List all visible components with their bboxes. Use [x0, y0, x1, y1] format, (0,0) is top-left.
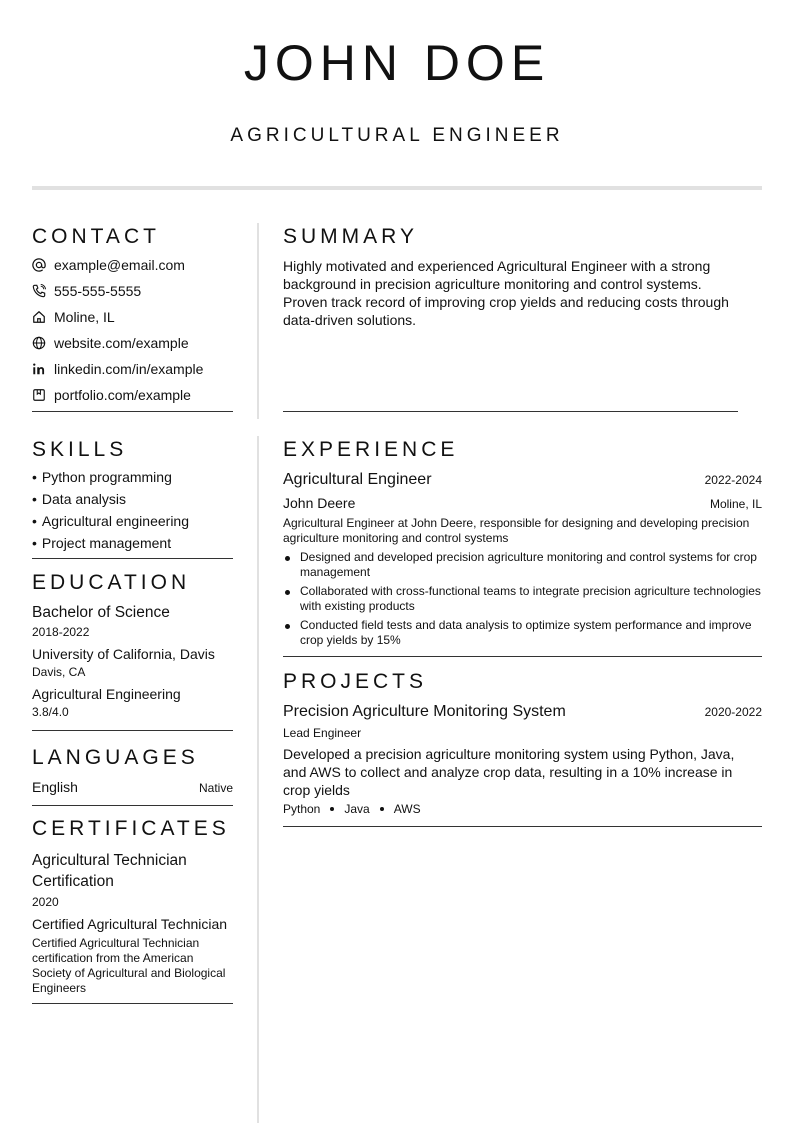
- column-divider-top: [257, 223, 259, 419]
- experience-company: John Deere: [283, 495, 356, 511]
- skills-section: [32, 437, 233, 559]
- contact-location-text: Moline, IL: [54, 309, 115, 325]
- skill-item: • Agricultural engineering: [32, 510, 233, 532]
- experience-divider: [283, 656, 762, 657]
- bullet-dot: [285, 624, 290, 629]
- contact-website[interactable]: [32, 330, 233, 356]
- contact-portfolio-text: portfolio.com/example: [54, 387, 191, 403]
- at-icon: [32, 257, 54, 273]
- globe-icon: [32, 335, 54, 351]
- education-degree: Bachelor of Science: [32, 604, 170, 621]
- list-item: [283, 618, 762, 648]
- projects-section: [283, 669, 762, 827]
- summary-heading: SUMMARY: [283, 225, 418, 248]
- experience-description: Agricultural Engineer at John Deere, responsible for designing and developing precision agriculture monitoring and control systems: [283, 516, 750, 545]
- contact-website-text: website.com/example: [54, 335, 189, 351]
- contact-portfolio[interactable]: [32, 382, 233, 408]
- header-divider: [32, 186, 762, 190]
- linkedin-icon: [32, 361, 54, 377]
- candidate-title: AGRICULTURAL ENGINEER: [230, 125, 564, 146]
- contact-heading: CONTACT: [32, 225, 160, 248]
- project-header-row: [283, 702, 762, 722]
- contact-email[interactable]: [32, 252, 233, 278]
- experience-bullet-text: Conducted field tests and data analysis to optimize system performance and improve crop yields by 15%: [300, 618, 752, 647]
- contact-divider: [32, 411, 233, 412]
- candidate-name: JOHN DOE: [243, 35, 551, 91]
- tag-separator: [330, 807, 334, 811]
- certificates-section: [32, 816, 233, 1004]
- certificate-name: Agricultural Technician Certification: [32, 852, 187, 890]
- bullet-dot: [285, 590, 290, 595]
- skill-item: • Project management: [32, 532, 233, 554]
- column-divider-bottom: [257, 436, 259, 1123]
- bullet-dot: [285, 556, 290, 561]
- experience-bullet-text: Designed and developed precision agriculture monitoring and control systems for crop management: [300, 550, 757, 579]
- education-divider: [32, 730, 233, 731]
- skill-item: • Data analysis: [32, 488, 233, 510]
- summary-divider: [283, 411, 738, 412]
- contact-phone[interactable]: [32, 278, 233, 304]
- languages-section: [32, 745, 233, 806]
- project-tag: Java: [344, 802, 370, 816]
- skills-list: [32, 466, 233, 554]
- experience-bullets: [283, 550, 762, 648]
- portfolio-icon: [32, 387, 54, 403]
- projects-divider: [283, 826, 762, 827]
- project-description: Developed a precision agriculture monitoring system using Python, Java, and AWS to collect and analyze crop data, resulting in a 10% increase in crop yields: [283, 746, 735, 798]
- language-name: English: [32, 779, 78, 795]
- contact-phone-text: 555-555-5555: [54, 283, 142, 299]
- education-heading: EDUCATION: [32, 571, 191, 594]
- project-tags: [283, 802, 762, 816]
- list-item: [283, 584, 762, 614]
- certificate-name: Certified Agricultural Technician: [32, 916, 228, 932]
- certificate-description: Certified Agricultural Technician certification from the American Society of Agricultural and Biological Engineers: [32, 936, 226, 995]
- experience-section: [283, 437, 762, 657]
- skills-heading: SKILLS: [32, 438, 128, 461]
- language-row: [32, 778, 233, 796]
- summary-section: [283, 224, 762, 329]
- experience-heading: EXPERIENCE: [283, 438, 459, 461]
- education-field: Agricultural Engineering: [32, 686, 181, 702]
- contact-linkedin[interactable]: [32, 356, 233, 382]
- project-role: Lead Engineer: [283, 726, 362, 740]
- language-level: Native: [198, 781, 233, 795]
- experience-bullet-text: Collaborated with cross-functional teams to integrate precision agriculture technologies with existing products: [300, 584, 761, 613]
- contact-section: [32, 224, 233, 412]
- education-location: Davis, CA: [32, 665, 86, 679]
- contact-list: [32, 252, 233, 408]
- skills-divider: [32, 558, 233, 559]
- education-school: University of California, Davis: [32, 646, 215, 662]
- education-gpa: 3.8/4.0: [32, 705, 69, 719]
- languages-divider: [32, 805, 233, 806]
- phone-icon: [32, 283, 54, 299]
- education-years: 2018-2022: [32, 625, 90, 639]
- skill-item: • Python programming: [32, 466, 233, 488]
- experience-dates: 2022-2024: [704, 473, 762, 487]
- project-name: Precision Agriculture Monitoring System: [283, 703, 566, 720]
- certificates-divider: [32, 1003, 233, 1004]
- experience-header-row: [283, 470, 762, 490]
- tag-separator: [380, 807, 384, 811]
- contact-location: [32, 304, 233, 330]
- experience-location: Moline, IL: [709, 497, 762, 511]
- contact-email-text: example@email.com: [54, 257, 185, 273]
- list-item: [283, 550, 762, 580]
- summary-text: Highly motivated and experienced Agricultural Engineer with a strong background in precision agriculture monitoring and control systems. Proven track record of improving crop yields and reducing costs through data-driven solutions.: [283, 258, 729, 328]
- project-tag: AWS: [393, 802, 421, 816]
- experience-company-row: [283, 494, 762, 512]
- project-tag: Python: [283, 802, 321, 816]
- certificates-heading: CERTIFICATES: [32, 817, 230, 840]
- certificate-year: 2020: [32, 895, 59, 909]
- contact-linkedin-text: linkedin.com/in/example: [54, 361, 204, 377]
- project-dates: 2020-2022: [704, 705, 762, 719]
- education-section: [32, 570, 233, 731]
- projects-heading: PROJECTS: [283, 670, 428, 693]
- home-icon: [32, 309, 54, 325]
- experience-role: Agricultural Engineer: [283, 471, 432, 488]
- languages-heading: LANGUAGES: [32, 746, 199, 769]
